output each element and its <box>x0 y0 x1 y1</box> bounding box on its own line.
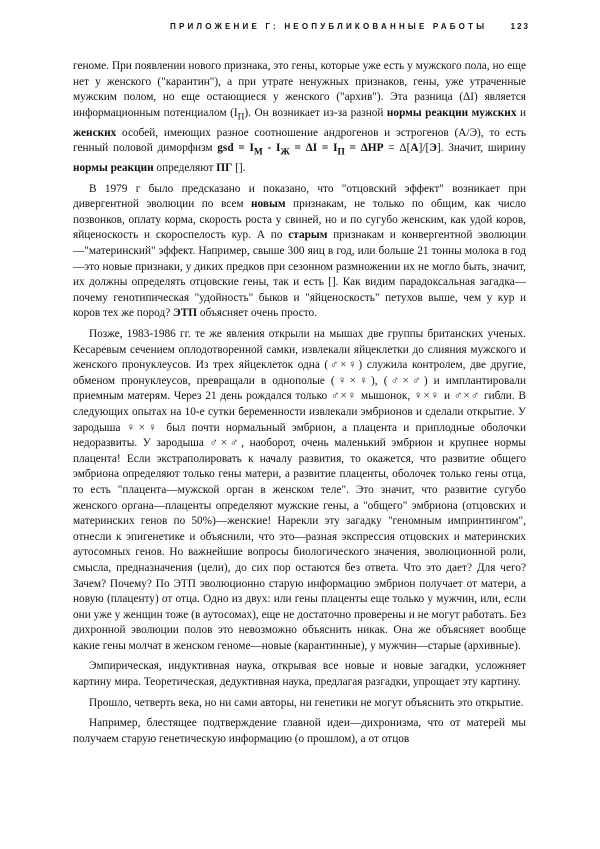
text-run: В 1979 г было предсказано и показано, что "отцовский эффект" возникает при дивергентной эволюции по всем <box>73 182 526 211</box>
paragraph <box>73 696 526 712</box>
bold-run: Ж <box>280 147 290 158</box>
running-header <box>170 22 530 36</box>
text-run: объясняет очень просто. <box>197 307 318 320</box>
paragraph <box>73 327 526 654</box>
bold-run: = ΔНР <box>344 142 384 155</box>
paragraph <box>73 59 526 177</box>
text-run: = Δ[ <box>383 142 411 155</box>
bold-run: = ΔI = I <box>289 142 338 155</box>
body-text <box>73 59 526 752</box>
text-run: признакам и конвергентной эволюции—"материнский" эффект. Например, свыше 300 яиц в год, или больше 21 тонны молока в год—это новые признаки, у диких предков при сезонном размножении их не могло быть, значит, их должны определять отцовские гены, так и есть []. Как видим парадоксальная загадка—почему генотипическая "удойность" быков и "яйценоскость" петухов выше, чем у кур и коров тех же пород? <box>73 229 526 320</box>
text-run: ). Он возникает из-за разной <box>244 106 387 119</box>
text-run: Например, блестящее подтверждение главной идеи—дихронизма, что от матерей мы получаем старую генетическую информацию (о прошлом), а от отцов <box>73 717 526 745</box>
header-title: ПРИЛОЖЕНИЕ Г: НЕОПУБЛИКОВАННЫЕ РАБОТЫ <box>170 22 488 31</box>
text-run: геноме. При появлении нового признака, это гены, которые уже есть у мужского пола, но еще нет у женского ("карантин"), а при утрате ненужных признаков, гены, уже утраченные мужским полом, но еще остающиеся у женского ("архив"). Эта разница (ΔI) является информационным потенциалом (I <box>73 60 526 119</box>
bold-run: ПГ <box>216 162 233 175</box>
text-run: ]. Значит, ширину <box>436 142 527 155</box>
text-run: ]/[ <box>418 142 430 155</box>
text-run: П <box>237 112 245 123</box>
text-run: Позже, 1983-1986 гг. те же явления открыли на мышах две группы британских ученых. Кесаревым сечением оплодотворенной самки, извлекали яйцеклетки до слияния мужского и женского пронуклеусов. Из трех яйцеклеток одна (♂×♀) служила контролем, две другие, обменом пронуклеусов, превращали в однополые (♀×♀), (♂×♂) и имплантировали приемным матерям. Через 21 день рождался только ♂×♀ мышонок, ♀×♀ и ♂×♂ гибли. В следующих опытах на 10-е сутки беременности извлекали эмбрионов и сделали открытие. У зародыша ♀×♀ был почти нормальный эмбрион, а плацента и приплодные оболочки недоразвиты. У зародыша ♂×♂, наоборот, очень маленький эмбрион и крупнее нормы плацента! Если экстраполировать к началу развития, то окажется, что развитие общего эмбриона определяют только гены матери, а развитие плаценты, оболочек только гены отца, то есть "плацента—мужской орган в женском теле". Это значит, что развитие сугубо женского органа—плаценты определяют мужские гены, а "общего" эмбриона (отцовских и материнских генов по 50%)—женские! Нарекли эту загадку "геномным импринтингом", отнесли к эпигенетике и объяснили, что это—разная экспрессия отцовских и материнских аутосомных генов. Но важнейшие вопросы биологического значения, эволюционной роли, смысла, предназначения (цели), до сих пор остаются без ответа. Что это дает? Для чего? Зачем? Почему? По ЭТП эволюционно старую информацию эмбрион получает от матери, а новую (плаценту) от отца. Одно из двух: или гены плаценты еще только у мужчин, или, если они уже у женщин тоже (в аутосомах), еще не достаточно проверены и не могут работать. Без дихронной эволюции полов это невозможно объяснить никак. Она же объясняет вообще какие гены молчат в женском геноме—новые (карантинные), у мужчин—старые (архивные). <box>73 328 526 652</box>
bold-run: новым <box>251 198 286 211</box>
bold-run: А <box>410 142 419 155</box>
paragraph <box>73 182 526 322</box>
bold-run: женских <box>73 126 117 139</box>
bold-run: ЭТП <box>173 307 198 320</box>
page-number: 123 <box>510 22 530 31</box>
bold-run: Э <box>429 142 437 155</box>
bold-run: нормы реакции <box>73 162 154 175</box>
text-run: []. <box>232 162 246 175</box>
text-run: особей, имеющих разное соотношение андрогенов и эстрогенов (А/Э), то есть генный половой диморфизм <box>73 126 526 155</box>
text-run: и <box>516 106 526 119</box>
text-run: признакам, не только по общим, как число позвонков, оплату корма, скорость роста у свиней, но и по сугубо женским, как удой коров, яйценоскость и скороспелость кур. А по <box>73 198 526 242</box>
bold-run: нормы реакции мужских <box>386 106 517 119</box>
text-run: Эмпирическая, индуктивная наука, открывая все новые и новые загадки, усложняет картину мира. Теоретическая, дедуктивная наука, предлагая разгадки, упрощает эту картину. <box>73 660 526 689</box>
bold-run: М <box>253 147 263 158</box>
paragraph <box>73 716 526 747</box>
bold-run: gsd = I <box>217 142 254 155</box>
paragraph <box>73 659 526 690</box>
bold-run: - I <box>262 142 281 155</box>
text-run: определяют <box>153 162 217 175</box>
bold-run: старым <box>288 229 328 242</box>
text-run: Прошло, четверть века, но ни сами авторы, ни генетики не могут объяснить это открытие. <box>89 696 524 709</box>
bold-run: П <box>337 147 345 158</box>
